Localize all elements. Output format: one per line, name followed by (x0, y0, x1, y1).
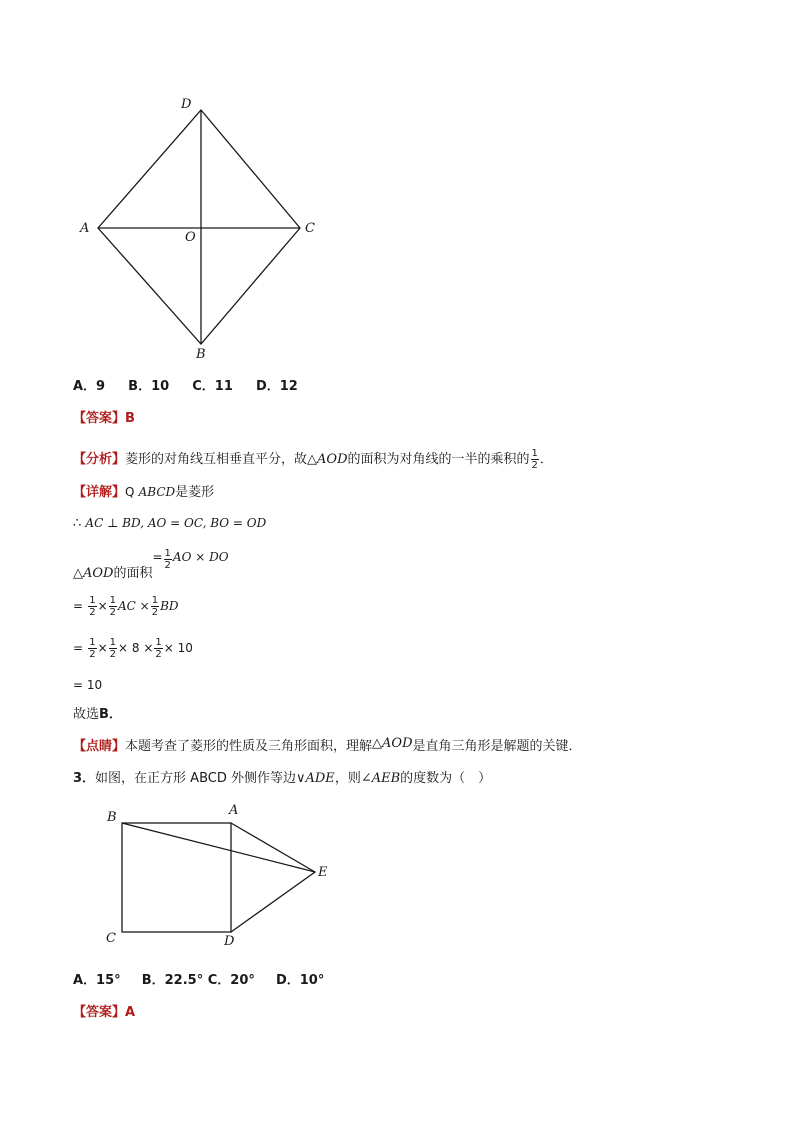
q3-answer-value: A (125, 1005, 136, 1020)
half-den: 2 (164, 560, 171, 571)
vertex-label-o: O (185, 230, 196, 245)
fraction-denominator: 2 (531, 460, 538, 471)
q2-option-b: B．10 (128, 379, 170, 394)
detail-text: 是菱形 (175, 485, 215, 500)
step2-half-1: $\frac{1}{2}$ (89, 595, 96, 618)
detail-conditions (73, 514, 266, 533)
conclusion-text: 故选 (73, 707, 100, 722)
q2-options (73, 378, 298, 396)
comment-text-2: 是直角三角形是解题的关键． (412, 739, 582, 754)
q2-answer (73, 410, 135, 428)
sq-label-b: B (107, 810, 117, 825)
analysis-triangle: △AOD (307, 452, 348, 467)
detail-tag: 【详解】 (73, 485, 126, 500)
detail-abcd: ABCD (138, 485, 176, 499)
answer-tag: 【答案】 (73, 411, 126, 426)
sq-label-c: C (106, 931, 116, 946)
rhombus-outline (98, 110, 300, 344)
q2-analysis (73, 448, 553, 471)
analysis-text-3: ． (539, 452, 553, 467)
q3-stem-1: 如图，在正方形 ABCD 外侧作等边 (95, 771, 296, 786)
step3-times: × (97, 641, 108, 655)
q3-option-d: D．10° (275, 973, 325, 988)
area-eq: = (152, 550, 163, 564)
q3-option-a: A．15° (73, 973, 121, 988)
step2-bd: BD (160, 599, 179, 613)
square-outline (122, 823, 231, 932)
q3-triangle: ∨ADE (295, 771, 335, 786)
sq-label-d: D (224, 934, 235, 949)
step3-half-1: $\frac{1}{2}$ (89, 637, 96, 660)
step2-half-3: $\frac{1}{2}$ (151, 595, 159, 618)
q2-comment (73, 738, 582, 756)
q2-option-d: D．12 (255, 379, 298, 394)
area-text: 的面积 (113, 566, 153, 581)
comment-tag: 【点睛】 (73, 739, 126, 754)
step3-half-3: $\frac{1}{2}$ (155, 637, 162, 660)
vertex-label-a: A (80, 221, 90, 236)
triangle-ade (231, 823, 315, 932)
step-2 (73, 595, 179, 618)
analysis-fraction (531, 448, 539, 471)
q2-detail (73, 483, 214, 502)
step2-ac: AC × (118, 599, 150, 613)
q3-stem-3: 的度数为（ ） (400, 771, 492, 786)
comment-triangle: △AOD (372, 736, 413, 751)
step2-times: × (97, 599, 108, 613)
q3-option-b: B．22.5° (141, 973, 204, 988)
step3-mid: × 8 × (118, 641, 154, 655)
fraction-numerator: 1 (531, 448, 538, 459)
vertex-label-b: B (196, 347, 206, 362)
q3-answer-tag: 【答案】 (73, 1005, 126, 1020)
q3-number: 3． (73, 771, 96, 786)
conclusion-answer: B． (99, 707, 122, 722)
therefore-symbol: ∴ (73, 516, 82, 531)
q3-answer (73, 1004, 135, 1022)
step-result: = 10 (73, 678, 103, 692)
q3-option-c: C．20° (207, 973, 255, 988)
conclusion (73, 706, 122, 724)
step3-half-2: $\frac{1}{2}$ (109, 637, 117, 660)
analysis-text-2: 的面积为对角线的一半的乘积的 (347, 452, 530, 467)
vertex-label-c: C (305, 221, 315, 236)
answer-value: B (125, 411, 135, 426)
analysis-text-1: 菱形的对角线互相垂直平分，故 (125, 452, 308, 467)
sq-label-a: A (229, 803, 239, 818)
analysis-tag: 【分析】 (73, 452, 126, 467)
sq-label-e: E (318, 865, 328, 880)
q2-option-c: C．11 (192, 379, 233, 394)
q3-stem-2: ，则 (334, 771, 361, 786)
half-num: 1 (164, 548, 171, 559)
q3-options (73, 972, 324, 990)
area-triangle: △AOD (73, 566, 114, 581)
q3-angle: ∠AEB (360, 771, 401, 786)
detail-q: Q (125, 485, 135, 499)
q3-stem (73, 770, 491, 788)
q2-option-a: A．9 (73, 379, 106, 394)
conditions-expr: AC ⊥ BD, AO = OC, BO = OD (85, 516, 267, 530)
segment-be (122, 823, 315, 872)
step2-half-2: $\frac{1}{2}$ (109, 595, 117, 618)
step3-end: × 10 (163, 641, 193, 655)
area-line (73, 548, 229, 581)
step3-eq: = (73, 641, 84, 655)
comment-text-1: 本题考查了菱形的性质及三角形面积，理解 (125, 739, 373, 754)
step-3 (73, 637, 193, 660)
area-expr: AO × DO (172, 550, 229, 564)
area-half (164, 548, 172, 571)
vertex-label-d: D (181, 97, 192, 112)
step2-eq: = (73, 599, 84, 613)
